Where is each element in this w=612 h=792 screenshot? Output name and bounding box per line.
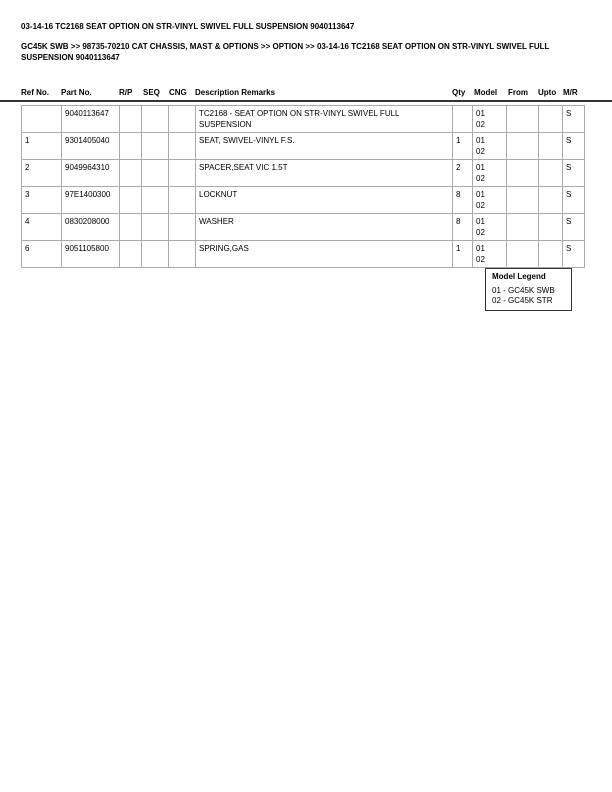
model-code: 01 <box>476 190 485 199</box>
model-code: 02 <box>476 173 485 183</box>
qty-cell <box>453 106 473 133</box>
model-cell <box>473 214 507 241</box>
rp-cell <box>120 241 142 268</box>
page-title: 03-14-16 TC2168 SEAT OPTION ON STR-VINYL SWIVEL FULL SUSPENSION 9040113647 <box>21 22 355 31</box>
rp-cell <box>120 160 142 187</box>
column-header: CNG <box>169 88 187 97</box>
column-header: Description Remarks <box>195 88 276 97</box>
legend-item: 02 - GC45K STR <box>492 296 553 305</box>
table-row <box>22 187 585 214</box>
upto-cell <box>539 187 563 214</box>
model-cell <box>473 133 507 160</box>
ref-cell: 6 <box>22 241 62 268</box>
ref-cell: 1 <box>22 133 62 160</box>
model-code: 02 <box>476 254 485 264</box>
table-row <box>22 133 585 160</box>
qty-cell: 2 <box>453 160 473 187</box>
legend-title: Model Legend <box>492 272 546 281</box>
part-cell: 97E1400300 <box>62 187 120 214</box>
mr-cell: S <box>563 160 585 187</box>
cng-cell <box>169 241 196 268</box>
part-cell: 9040113647 <box>62 106 120 133</box>
rp-cell <box>120 106 142 133</box>
qty-cell: 8 <box>453 187 473 214</box>
table-row <box>22 241 585 268</box>
seq-cell <box>142 133 169 160</box>
model-code: 01 <box>476 217 485 226</box>
table-row <box>22 106 585 133</box>
cng-cell <box>169 106 196 133</box>
from-cell <box>507 241 539 268</box>
model-cell <box>473 160 507 187</box>
description-cell: LOCKNUT <box>196 187 453 214</box>
table-row <box>22 160 585 187</box>
ref-cell: 2 <box>22 160 62 187</box>
cng-cell <box>169 214 196 241</box>
model-code: 01 <box>476 244 485 253</box>
part-cell: 9051105800 <box>62 241 120 268</box>
model-code: 02 <box>476 119 485 129</box>
column-header: M/R <box>563 88 578 97</box>
column-header: SEQ <box>143 88 160 97</box>
qty-cell: 1 <box>453 133 473 160</box>
seq-cell <box>142 106 169 133</box>
mr-cell: S <box>563 187 585 214</box>
upto-cell <box>539 106 563 133</box>
upto-cell <box>539 133 563 160</box>
upto-cell <box>539 160 563 187</box>
model-cell <box>473 106 507 133</box>
description-cell: SPACER,SEAT VIC 1.5T <box>196 160 453 187</box>
parts-table <box>21 105 585 268</box>
cng-cell <box>169 160 196 187</box>
cng-cell <box>169 133 196 160</box>
from-cell <box>507 187 539 214</box>
model-code: 02 <box>476 200 485 210</box>
from-cell <box>507 160 539 187</box>
legend-item: 01 - GC45K SWB <box>492 286 555 295</box>
seq-cell <box>142 187 169 214</box>
upto-cell <box>539 241 563 268</box>
qty-cell: 8 <box>453 214 473 241</box>
model-code: 02 <box>476 146 485 156</box>
seq-cell <box>142 241 169 268</box>
qty-cell: 1 <box>453 241 473 268</box>
model-code: 01 <box>476 109 485 118</box>
column-header: Qty <box>452 88 466 97</box>
seq-cell <box>142 160 169 187</box>
column-header: R/P <box>119 88 133 97</box>
model-code: 01 <box>476 136 485 145</box>
mr-cell: S <box>563 241 585 268</box>
ref-cell <box>22 106 62 133</box>
model-code: 02 <box>476 227 485 237</box>
description-cell: TC2168 - SEAT OPTION ON STR-VINYL SWIVEL FULL SUSPENSION <box>196 106 453 133</box>
description-cell: SEAT, SWIVEL-VINYL F.S. <box>196 133 453 160</box>
header-rule <box>0 100 612 102</box>
from-cell <box>507 133 539 160</box>
rp-cell <box>120 187 142 214</box>
mr-cell: S <box>563 106 585 133</box>
description-cell: WASHER <box>196 214 453 241</box>
seq-cell <box>142 214 169 241</box>
ref-cell: 4 <box>22 214 62 241</box>
column-header: Part No. <box>61 88 92 97</box>
mr-cell: S <box>563 133 585 160</box>
model-cell <box>473 241 507 268</box>
part-cell: 9049964310 <box>62 160 120 187</box>
part-cell: 9301405040 <box>62 133 120 160</box>
part-cell: 0830208000 <box>62 214 120 241</box>
mr-cell: S <box>563 214 585 241</box>
rp-cell <box>120 214 142 241</box>
model-code: 01 <box>476 163 485 172</box>
upto-cell <box>539 214 563 241</box>
model-cell <box>473 187 507 214</box>
column-header: Upto <box>538 88 557 97</box>
column-header: Model <box>474 88 498 97</box>
column-header: From <box>508 88 528 97</box>
table-row <box>22 214 585 241</box>
description-cell: SPRING,GAS <box>196 241 453 268</box>
rp-cell <box>120 133 142 160</box>
breadcrumb: GC45K SWB >> 98735-70210 CAT CHASSIS, MAST & OPTIONS >> OPTION >> 03-14-16 TC2168 SEAT OPTION ON STR-VINYL SWIVEL FULL SUSPENSION 9040113647 <box>21 42 550 62</box>
ref-cell: 3 <box>22 187 62 214</box>
from-cell <box>507 214 539 241</box>
cng-cell <box>169 187 196 214</box>
model-legend <box>485 268 572 311</box>
from-cell <box>507 106 539 133</box>
column-header: Ref No. <box>21 88 49 97</box>
